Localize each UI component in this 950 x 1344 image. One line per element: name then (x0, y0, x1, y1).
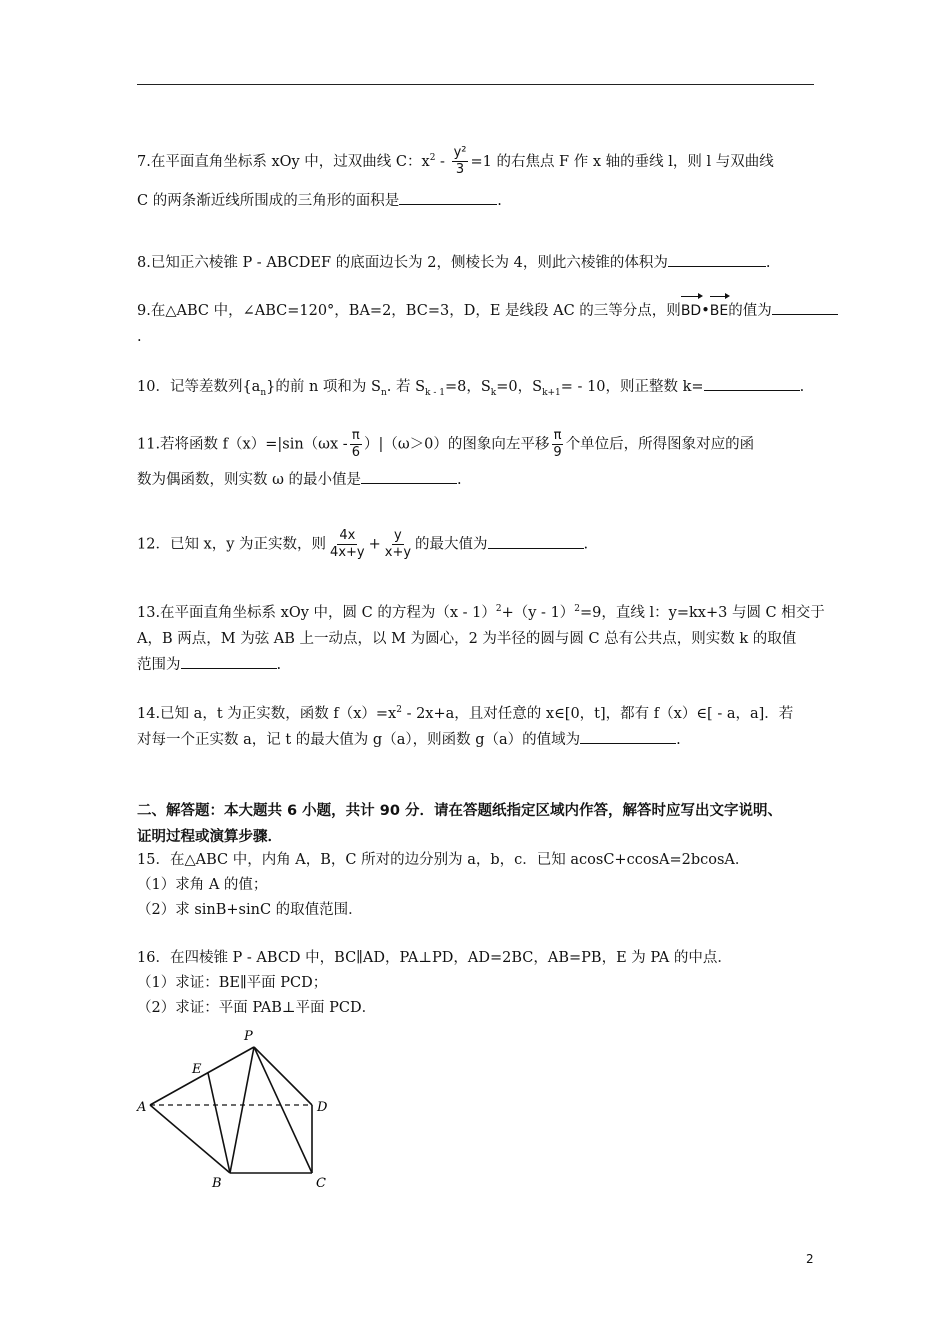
answer-blank[interactable] (361, 469, 457, 484)
header-rule (137, 84, 814, 85)
vector-be: BE (710, 298, 728, 324)
question-15: 15．在△ABC 中，内角 A，B，C 所对的边分别为 a，b，c．已知 acosC+ccosA=2bcosA． （1）求角 A 的值； （2）求 sinB+sinC 的取值范围． (137, 852, 750, 918)
fraction-4x-over-4x-plus-y: $\frac{4x}{4x+y}$ (330, 528, 365, 560)
edge-pd (254, 1047, 312, 1105)
pyramid-figure (130, 1025, 340, 1195)
edge-pa (150, 1047, 254, 1105)
edge-pb (230, 1047, 254, 1173)
section-heading: 二、解答题：本大题共 6 小题，共计 90 分．请在答题纸指定区域内作答，解答时应写出文字说明、 证明过程或演算步骤． (137, 803, 782, 845)
edge-pc (254, 1047, 312, 1173)
fraction-y2-over-3: $\frac{\text{y²}}{3}$ (453, 145, 467, 178)
question-12: 12．已知 x，y 为正实数，则 $\frac{4x}{4x+y}$ + $\frac{y}{x+y}$ 的最大值为 . (137, 528, 589, 560)
question-13: 13.在平面直角坐标系 xOy 中，圆 C 的方程为（x - 1）$^2$+（y - 1）$^2$=9，直线 l：y=kx+3 与圆 C 相交于 A，B 两点，M 为弦 AB 上一动点，以 M 为圆心，2 为半径的圆与圆 C 总有公共点，则实数 k 的取值 范围为 . (137, 604, 825, 673)
question-7-line-2: C 的两条渐近线所围成的三角形的面积是 . (137, 188, 817, 214)
answer-blank[interactable] (772, 300, 838, 315)
page-number: 2 (806, 1252, 814, 1266)
question-7 (137, 145, 817, 214)
fraction-pi-over-6: $\frac{\pi}{6}$ (351, 428, 360, 460)
answer-blank[interactable] (580, 729, 676, 744)
question-10: 10．记等差数列$\{a_n\}$的前 n 项和为 $S_n$. 若 $S_{k - 1}=8$，$S_k=0$，$S_{k+1}= - 10$，则正整数 k= . (137, 374, 817, 406)
label-b: B (212, 1176, 222, 1191)
label-a: A (137, 1100, 147, 1115)
answer-blank[interactable] (181, 654, 277, 669)
answer-blank[interactable] (668, 252, 766, 267)
fraction-pi-over-9: $\frac{\pi}{9}$ (553, 428, 562, 460)
question-16: 16．在四棱锥 P - ABCD 中，BC∥AD，PA⊥PD，AD=2BC，AB=PB，E 为 PA 的中点． （1）求证：BE∥平面 PCD； （2）求证：平面 PAB⊥平面 PCD． (137, 950, 732, 1016)
label-p: P (244, 1029, 253, 1044)
question-9: 9.在△ABC 中，∠ABC=120°，BA=2，BC=3，D，E 是线段 AC 的三等分点，则BD•BE的值为 . (137, 298, 817, 350)
vector-bd: BD (681, 298, 701, 324)
label-e: E (192, 1062, 202, 1077)
answer-blank[interactable] (399, 190, 497, 205)
question-8: 8.已知正六棱锥 P - ABCDEF 的底面边长为 2，侧棱长为 4，则此六棱锥的体积为 . (137, 250, 817, 276)
label-d: D (317, 1100, 328, 1115)
fraction-y-over-x-plus-y: $\frac{y}{x+y}$ (384, 528, 412, 560)
question-11: 11.若将函数 f（x）=|sin（ωx - $\frac{\pi}{6}$ ）|（ω＞0）的图象向左平移 $\frac{\pi}{9}$ 个单位后，所得图象对应的函 数为偶函数，则实数 ω 的最小值是 . (137, 428, 755, 488)
question-7-line-1: 7.在平面直角坐标系 xOy 中，过双曲线 C：$x^2$ - $\frac{\text{y²}}{3}$ =1 的右焦点 F 作 x 轴的垂线 l，则 l 与双曲线 (137, 145, 774, 178)
label-c: C (316, 1176, 326, 1191)
answer-blank[interactable] (488, 534, 584, 549)
answer-blank[interactable] (704, 376, 800, 391)
question-14: 14.已知 a，t 为正实数，函数 $f(x)=x^2 - 2x+a$，且对任意的 x∈[0，t]，都有 f（x）∈[ - a，a]．若 对每一个正实数 a，记 t 的最大值为 g（a），则函数 g（a）的值域为 . (137, 705, 794, 748)
